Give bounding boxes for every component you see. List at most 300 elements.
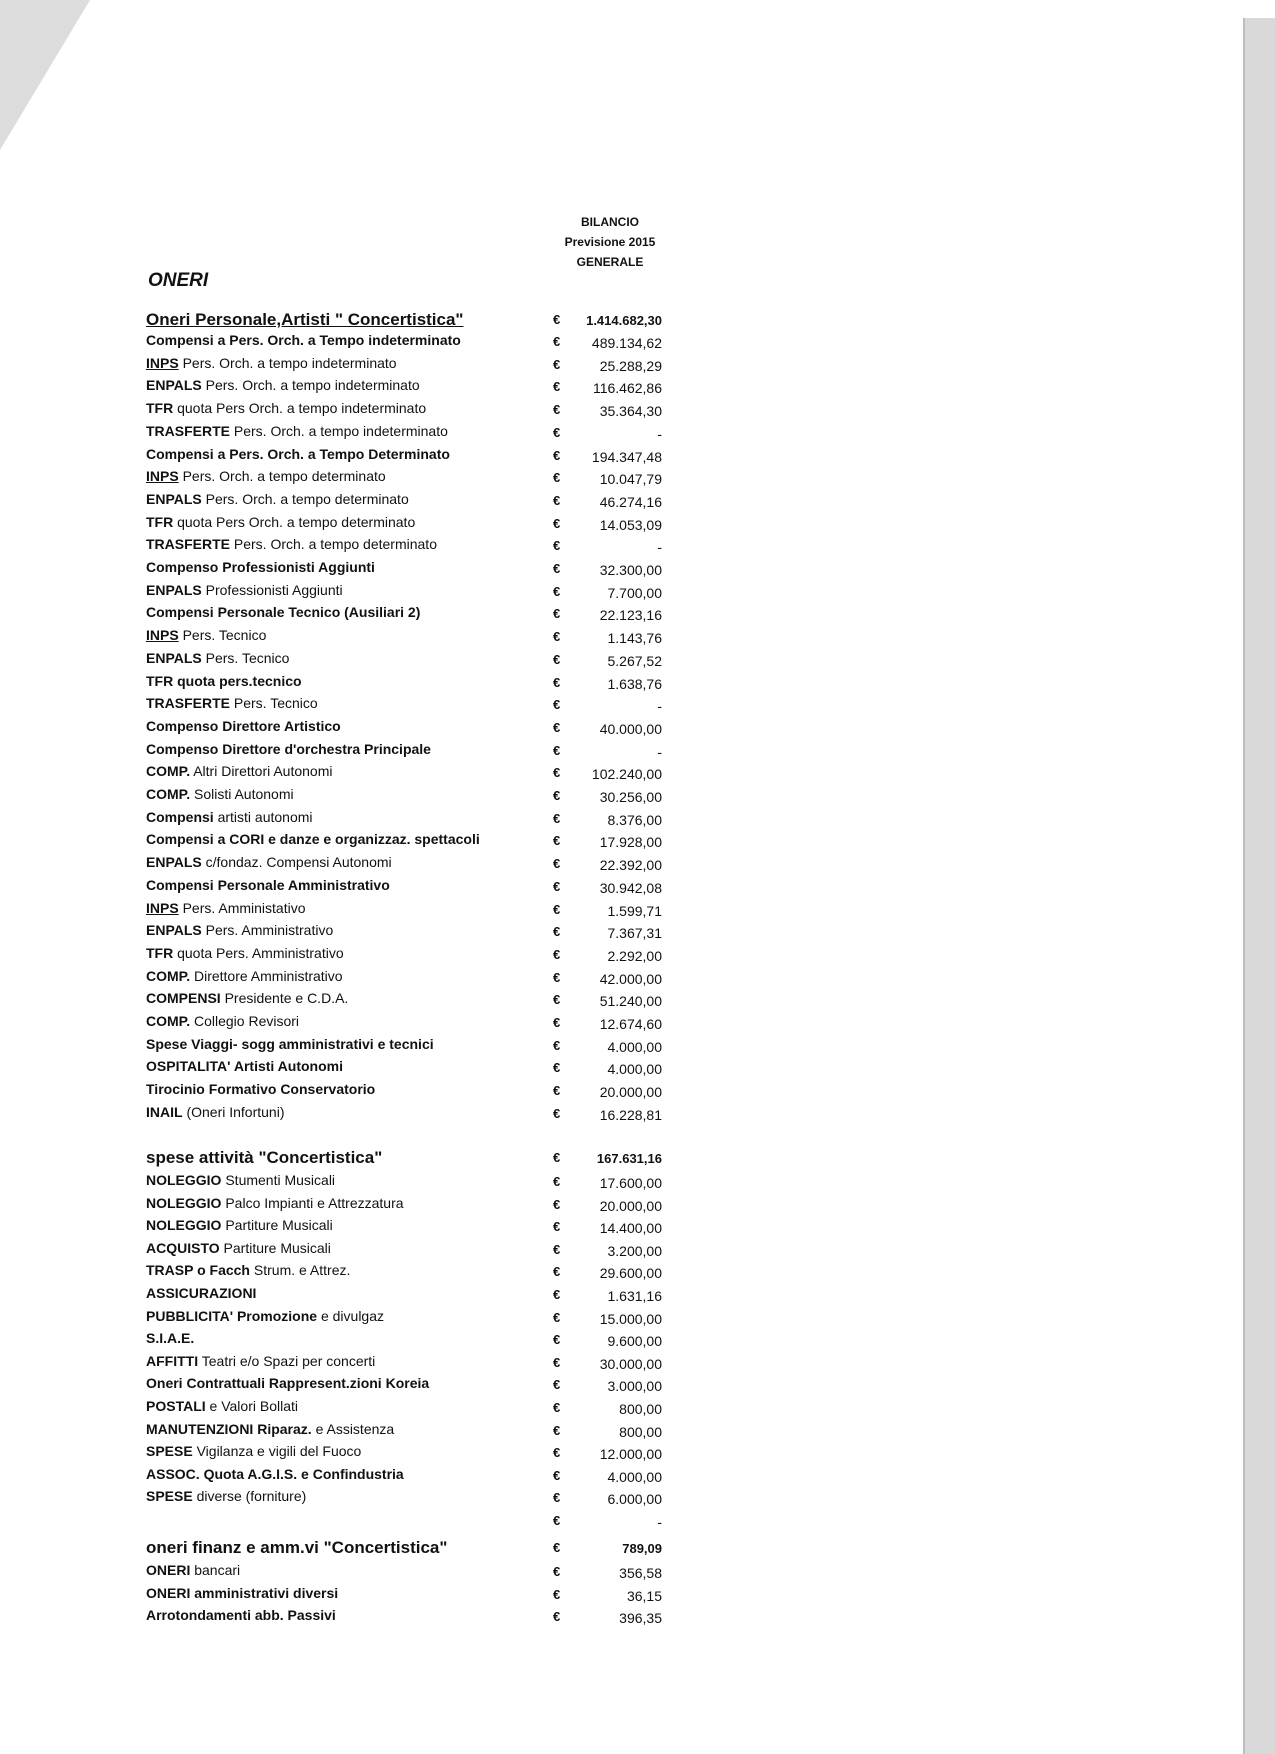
budget-row bbox=[0, 831, 1275, 853]
row-label-rest: e Assistenza bbox=[311, 1420, 395, 1437]
row-amount: 8.376,00 bbox=[607, 811, 662, 828]
euro-symbol: € bbox=[553, 402, 561, 418]
euro-symbol: € bbox=[553, 470, 561, 486]
euro-symbol: € bbox=[553, 1400, 561, 1415]
euro-symbol: € bbox=[553, 878, 561, 894]
row-label-bold: Compensi Personale Amministrativo bbox=[146, 876, 390, 893]
budget-row bbox=[0, 536, 1275, 558]
row-label-rest: Pers. Tecnico bbox=[201, 649, 290, 666]
budget-row bbox=[0, 763, 1275, 785]
row-label-rest: Teatri e/o Spazi per concerti bbox=[198, 1352, 376, 1369]
euro-symbol: € bbox=[553, 492, 561, 508]
row-label bbox=[146, 1104, 285, 1120]
row-amount: 396,35 bbox=[619, 1610, 662, 1627]
euro-symbol: € bbox=[553, 606, 561, 622]
euro-symbol: € bbox=[553, 1196, 561, 1212]
row-label bbox=[146, 945, 344, 961]
row-amount: 15.000,00 bbox=[599, 1310, 662, 1327]
euro-symbol: € bbox=[553, 1264, 561, 1280]
row-label-bold: INPS bbox=[146, 899, 179, 916]
row-amount: 356,58 bbox=[619, 1565, 662, 1581]
row-label bbox=[146, 1217, 333, 1233]
row-label bbox=[146, 1488, 306, 1504]
row-label-bold: TFR bbox=[146, 400, 174, 417]
euro-symbol: € bbox=[553, 1490, 561, 1506]
row-label bbox=[146, 1398, 298, 1414]
row-label-bold: SPESE bbox=[146, 1488, 193, 1505]
row-label-bold: ONERI amministrativi diversi bbox=[146, 1584, 339, 1601]
euro-symbol: € bbox=[553, 1445, 561, 1461]
row-amount: 10.047,79 bbox=[599, 471, 662, 488]
euro-symbol: € bbox=[553, 1219, 561, 1235]
row-label-rest: Stumenti Musicali bbox=[221, 1172, 336, 1188]
row-label-bold: TFR bbox=[146, 944, 174, 961]
row-label-rest: Pers. Orch. a tempo determinato bbox=[230, 536, 437, 553]
row-label-bold: MANUTENZIONI Riparaz. bbox=[146, 1420, 312, 1437]
row-amount: 194.347,48 bbox=[591, 448, 662, 465]
header-line-2: Previsione 2015 bbox=[564, 235, 656, 249]
row-label-bold: Arrotondamenti abb. Passivi bbox=[146, 1607, 336, 1624]
row-label bbox=[146, 650, 289, 666]
budget-row bbox=[0, 1488, 1275, 1510]
row-label-rest: diverse (forniture) bbox=[192, 1488, 307, 1505]
budget-row bbox=[0, 423, 1275, 445]
section-total: 167.631,16 bbox=[596, 1151, 662, 1166]
row-label-bold: S.I.A.E. bbox=[146, 1330, 195, 1347]
euro-symbol: € bbox=[553, 1037, 561, 1053]
euro-symbol: € bbox=[553, 856, 561, 872]
budget-row bbox=[0, 1375, 1275, 1397]
euro-symbol: € bbox=[553, 674, 561, 690]
row-label-rest: Pers. Amministrativo bbox=[201, 922, 334, 939]
euro-symbol: € bbox=[553, 1564, 561, 1579]
row-label-rest: Pers. Orch. a tempo indeterminato bbox=[230, 422, 448, 439]
row-label-bold: TRASP o Facch bbox=[146, 1262, 250, 1279]
euro-symbol: € bbox=[553, 1467, 561, 1483]
row-amount: 2.292,00 bbox=[607, 947, 662, 964]
euro-symbol: € bbox=[553, 1150, 561, 1165]
euro-symbol: € bbox=[553, 1540, 561, 1555]
row-label-bold: ASSOC. Quota A.G.I.S. e Confindustria bbox=[146, 1465, 404, 1482]
euro-symbol: € bbox=[553, 946, 561, 962]
row-label-rest: e divulgaz bbox=[317, 1307, 385, 1324]
budget-row bbox=[0, 990, 1275, 1012]
row-amount: 46.274,16 bbox=[599, 493, 662, 510]
section-total: 1.414.682,30 bbox=[586, 313, 662, 328]
budget-row bbox=[0, 1511, 1275, 1533]
row-amount: 7.367,31 bbox=[607, 925, 662, 942]
row-label-bold: Compensi a Pers. Orch. a Tempo indeterminato bbox=[146, 332, 461, 348]
row-label-bold: SPESE bbox=[146, 1443, 193, 1460]
budget-row bbox=[0, 332, 1275, 354]
row-label-bold: ENPALS bbox=[146, 490, 202, 507]
row-label-bold: TFR bbox=[146, 513, 174, 530]
budget-row bbox=[0, 877, 1275, 899]
row-label-bold: INAIL bbox=[146, 1103, 183, 1120]
row-amount: 35.364,30 bbox=[599, 403, 662, 420]
row-label bbox=[146, 332, 461, 348]
euro-symbol: € bbox=[553, 1422, 561, 1438]
budget-row bbox=[0, 1585, 1275, 1607]
row-label-bold: PUBBLICITA' Promozione bbox=[146, 1307, 318, 1324]
euro-symbol: € bbox=[553, 901, 561, 917]
row-label bbox=[146, 491, 409, 507]
row-label-bold: COMPENSI bbox=[146, 990, 221, 1007]
row-label bbox=[146, 1081, 375, 1097]
budget-row bbox=[0, 650, 1275, 672]
euro-symbol: € bbox=[553, 312, 561, 327]
budget-row bbox=[0, 604, 1275, 626]
row-label-rest: Pers. Orch. a tempo determinato bbox=[201, 490, 409, 507]
euro-symbol: € bbox=[553, 924, 561, 940]
row-amount: 20.000,00 bbox=[599, 1084, 662, 1101]
row-label-rest: Professionisti Aggiunti bbox=[201, 581, 343, 598]
row-label-rest: Pers. Tecnico bbox=[230, 695, 318, 712]
row-label bbox=[146, 786, 294, 802]
row-amount: - bbox=[657, 743, 662, 760]
row-amount: 22.392,00 bbox=[599, 857, 662, 874]
row-amount: 30.942,08 bbox=[599, 879, 662, 896]
row-label-rest: bancari bbox=[190, 1562, 241, 1578]
row-amount: 102.240,00 bbox=[591, 766, 662, 783]
euro-symbol: € bbox=[553, 651, 561, 667]
row-label-rest: Pers. Orch. a tempo indeterminato bbox=[201, 377, 420, 394]
euro-symbol: € bbox=[553, 1513, 561, 1528]
row-amount: 29.600,00 bbox=[599, 1265, 662, 1282]
euro-symbol: € bbox=[553, 379, 561, 395]
row-amount: 22.123,16 bbox=[599, 607, 662, 624]
budget-row bbox=[0, 809, 1275, 831]
row-label bbox=[146, 1443, 361, 1459]
euro-symbol: € bbox=[553, 1609, 561, 1625]
row-amount: 4.000,00 bbox=[607, 1468, 662, 1485]
euro-symbol: € bbox=[553, 583, 561, 599]
row-amount: 116.462,86 bbox=[592, 380, 662, 397]
row-label-bold: ONERI bbox=[146, 1562, 191, 1578]
euro-symbol: € bbox=[553, 424, 561, 440]
row-label-bold: ENPALS bbox=[146, 377, 202, 394]
row-amount: 14.053,09 bbox=[599, 516, 662, 533]
row-label-rest: Solisti Autonomi bbox=[190, 786, 294, 802]
row-label-rest: Partiture Musicali bbox=[219, 1239, 331, 1256]
euro-symbol: € bbox=[553, 788, 561, 803]
column-header bbox=[540, 212, 680, 272]
section-header-row bbox=[0, 1538, 1275, 1560]
row-label bbox=[146, 1562, 240, 1578]
row-label bbox=[146, 446, 450, 462]
row-label-bold: ASSICURAZIONI bbox=[146, 1285, 257, 1301]
budget-row bbox=[0, 1398, 1275, 1420]
row-amount: 51.240,00 bbox=[599, 993, 662, 1010]
header-line-3: GENERALE bbox=[576, 255, 644, 269]
row-label-bold: Spese Viaggi- sogg amministrativi e tecnici bbox=[146, 1035, 434, 1052]
budget-row bbox=[0, 514, 1275, 536]
euro-symbol: € bbox=[553, 1287, 561, 1302]
budget-row bbox=[0, 468, 1275, 490]
budget-row bbox=[0, 1240, 1275, 1262]
section-total: 789,09 bbox=[622, 1541, 662, 1556]
euro-symbol: € bbox=[553, 742, 561, 758]
row-amount: 12.674,60 bbox=[599, 1016, 662, 1032]
row-label bbox=[146, 673, 302, 689]
row-label-rest: Palco Impianti e Attrezzatura bbox=[221, 1194, 404, 1211]
euro-symbol: € bbox=[553, 629, 561, 645]
row-label-bold: TFR quota pers.tecnico bbox=[146, 672, 302, 689]
row-label bbox=[146, 695, 318, 711]
euro-symbol: € bbox=[553, 1309, 561, 1325]
row-label-bold: COMP. bbox=[146, 967, 191, 984]
row-label bbox=[146, 968, 343, 984]
row-amount: 40.000,00 bbox=[599, 720, 662, 737]
budget-row bbox=[0, 400, 1275, 422]
budget-row bbox=[0, 854, 1275, 876]
row-amount: 1.631,16 bbox=[607, 1288, 662, 1304]
row-label bbox=[146, 763, 332, 779]
row-label-bold: COMP. bbox=[146, 763, 191, 780]
row-label-bold: NOLEGGIO bbox=[146, 1194, 222, 1211]
row-amount: 800,00 bbox=[619, 1401, 662, 1417]
row-label-rest: Partiture Musicali bbox=[221, 1217, 333, 1234]
budget-row bbox=[0, 1217, 1275, 1239]
row-label bbox=[146, 1607, 336, 1623]
budget-row bbox=[0, 1607, 1275, 1629]
euro-symbol: € bbox=[553, 1174, 561, 1189]
row-label-bold: INPS bbox=[146, 354, 179, 371]
row-amount: 14.400,00 bbox=[599, 1220, 662, 1237]
row-label-bold: OSPITALITA' Artisti Autonomi bbox=[146, 1058, 343, 1075]
budget-row bbox=[0, 1262, 1275, 1284]
row-amount: 4.000,00 bbox=[607, 1061, 662, 1078]
euro-symbol: € bbox=[553, 1105, 561, 1121]
budget-row bbox=[0, 446, 1275, 468]
euro-symbol: € bbox=[553, 765, 561, 781]
row-amount: 1.599,71 bbox=[607, 902, 662, 919]
row-label-bold: Compenso Direttore Artistico bbox=[146, 717, 341, 734]
budget-row bbox=[0, 1466, 1275, 1488]
row-amount: 30.000,00 bbox=[599, 1355, 662, 1372]
row-label bbox=[146, 1353, 375, 1369]
header-line-1: BILANCIO bbox=[581, 215, 639, 229]
row-amount: 6.000,00 bbox=[607, 1491, 662, 1508]
row-label-rest: c/fondaz. Compensi Autonomi bbox=[201, 854, 392, 871]
row-label bbox=[146, 922, 333, 938]
row-amount: 42.000,00 bbox=[599, 970, 662, 987]
budget-row bbox=[0, 1353, 1275, 1375]
row-label bbox=[146, 1585, 338, 1601]
row-label bbox=[146, 627, 266, 643]
row-label-rest: quota Pers. Amministrativo bbox=[173, 944, 344, 961]
row-amount: 3.200,00 bbox=[607, 1242, 662, 1259]
euro-symbol: € bbox=[553, 992, 561, 1008]
row-label bbox=[146, 423, 448, 439]
row-amount: 17.600,00 bbox=[599, 1175, 662, 1191]
row-label-rest: Collegio Revisori bbox=[190, 1013, 300, 1029]
row-label bbox=[146, 809, 313, 825]
row-label-bold: ACQUISTO bbox=[146, 1239, 220, 1256]
row-label-rest: Pers. Tecnico bbox=[178, 627, 267, 644]
row-label bbox=[146, 854, 392, 870]
row-amount: 489.134,62 bbox=[591, 335, 662, 351]
row-amount: 25.288,29 bbox=[599, 357, 662, 374]
row-label bbox=[146, 741, 431, 757]
section-header-row bbox=[0, 310, 1275, 332]
row-label bbox=[146, 582, 343, 598]
row-label bbox=[146, 1285, 256, 1301]
row-label-bold: NOLEGGIO bbox=[146, 1172, 222, 1188]
row-label bbox=[146, 877, 390, 893]
budget-row bbox=[0, 377, 1275, 399]
budget-row bbox=[0, 968, 1275, 990]
euro-symbol: € bbox=[553, 1015, 561, 1030]
row-label bbox=[146, 900, 306, 916]
row-label bbox=[146, 468, 386, 484]
row-label bbox=[146, 1195, 404, 1211]
row-amount: 9.600,00 bbox=[607, 1333, 662, 1350]
euro-symbol: € bbox=[553, 697, 561, 713]
row-label bbox=[146, 536, 437, 552]
row-label-bold: TRASFERTE bbox=[146, 695, 230, 712]
euro-symbol: € bbox=[553, 719, 561, 735]
row-label-bold: ENPALS bbox=[146, 922, 202, 939]
row-label bbox=[146, 1330, 194, 1346]
row-label-bold: COMP. bbox=[146, 786, 191, 802]
section-header-row bbox=[0, 1148, 1275, 1170]
euro-symbol: € bbox=[553, 1060, 561, 1076]
row-label-bold: Compenso Direttore d'orchestra Principale bbox=[146, 740, 431, 757]
euro-symbol: € bbox=[553, 334, 561, 349]
row-label-bold: TRASFERTE bbox=[146, 536, 230, 553]
budget-row bbox=[0, 1104, 1275, 1126]
budget-row bbox=[0, 1285, 1275, 1307]
row-label-bold: COMP. bbox=[146, 1013, 191, 1029]
budget-row bbox=[0, 900, 1275, 922]
row-label-bold: Compensi a CORI e danze e organizzaz. spettacoli bbox=[146, 831, 480, 848]
budget-row bbox=[0, 718, 1275, 740]
row-label-bold: Compensi Personale Tecnico (Ausiliari 2) bbox=[146, 604, 421, 621]
row-amount: 20.000,00 bbox=[599, 1197, 662, 1214]
budget-row bbox=[0, 491, 1275, 513]
row-label-rest: quota Pers Orch. a tempo determinato bbox=[173, 513, 416, 530]
row-label-rest: quota Pers Orch. a tempo indeterminato bbox=[173, 400, 427, 417]
row-amount: 5.267,52 bbox=[607, 652, 662, 669]
euro-symbol: € bbox=[553, 538, 561, 554]
row-label-rest: Presidente e C.D.A. bbox=[220, 990, 349, 1007]
budget-row bbox=[0, 582, 1275, 604]
row-label-rest: Pers. Orch. a tempo indeterminato bbox=[178, 354, 397, 371]
row-amount: 32.300,00 bbox=[599, 562, 662, 578]
row-label bbox=[146, 400, 426, 416]
row-label bbox=[146, 1421, 394, 1437]
row-amount: 16.228,81 bbox=[599, 1106, 662, 1123]
row-label-rest: Vigilanza e vigili del Fuoco bbox=[192, 1443, 362, 1460]
budget-row bbox=[0, 355, 1275, 377]
budget-row bbox=[0, 1195, 1275, 1217]
row-amount: - bbox=[657, 698, 662, 715]
row-label bbox=[146, 514, 415, 530]
row-label-rest: Direttore Amministrativo bbox=[190, 967, 343, 984]
euro-symbol: € bbox=[553, 561, 561, 576]
budget-row bbox=[0, 1562, 1275, 1584]
row-label bbox=[146, 718, 341, 734]
row-label bbox=[146, 377, 420, 393]
euro-symbol: € bbox=[553, 515, 561, 531]
row-label-rest: Pers. Orch. a tempo determinato bbox=[178, 468, 386, 485]
budget-row bbox=[0, 1330, 1275, 1352]
section-title: spese attività "Concertistica" bbox=[146, 1148, 383, 1167]
budget-row bbox=[0, 945, 1275, 967]
budget-row bbox=[0, 1036, 1275, 1058]
row-amount: 36,15 bbox=[626, 1587, 662, 1604]
row-label-bold: ENPALS bbox=[146, 649, 202, 666]
budget-row bbox=[0, 673, 1275, 695]
row-label-bold: INPS bbox=[146, 627, 179, 644]
euro-symbol: € bbox=[553, 810, 561, 826]
row-label-bold: POSTALI bbox=[146, 1398, 206, 1414]
row-label-rest: Altri Direttori Autonomi bbox=[190, 763, 333, 780]
row-label-bold: Compensi bbox=[146, 808, 214, 825]
row-amount: - bbox=[657, 1514, 662, 1530]
row-label-bold: NOLEGGIO bbox=[146, 1217, 222, 1234]
row-amount: 4.000,00 bbox=[607, 1038, 662, 1055]
budget-row bbox=[0, 627, 1275, 649]
budget-row bbox=[0, 786, 1275, 808]
row-label bbox=[146, 604, 420, 620]
row-label-bold: TRASFERTE bbox=[146, 422, 230, 439]
row-label bbox=[146, 831, 480, 847]
row-amount: 1.638,76 bbox=[607, 675, 662, 692]
row-label-rest: (Oneri Infortuni) bbox=[182, 1103, 285, 1120]
budget-row bbox=[0, 1308, 1275, 1330]
row-label bbox=[146, 1308, 384, 1324]
budget-row bbox=[0, 559, 1275, 581]
row-label-bold: AFFITTI bbox=[146, 1352, 199, 1369]
budget-row bbox=[0, 1013, 1275, 1035]
row-amount: - bbox=[657, 539, 662, 556]
row-label-rest: Strum. e Attrez. bbox=[250, 1262, 351, 1279]
row-label-rest: artisti autonomi bbox=[213, 808, 313, 825]
euro-symbol: € bbox=[553, 1377, 561, 1393]
row-label bbox=[146, 1262, 350, 1278]
row-amount: - bbox=[657, 425, 662, 442]
budget-row bbox=[0, 695, 1275, 717]
row-label bbox=[146, 1466, 404, 1482]
euro-symbol: € bbox=[553, 969, 561, 985]
budget-row bbox=[0, 1058, 1275, 1080]
row-label bbox=[146, 355, 397, 371]
budget-row bbox=[0, 1172, 1275, 1194]
euro-symbol: € bbox=[553, 1241, 561, 1257]
row-label bbox=[146, 1036, 434, 1052]
budget-row bbox=[0, 1421, 1275, 1443]
row-label bbox=[146, 1240, 331, 1256]
row-amount: 800,00 bbox=[619, 1423, 662, 1440]
row-label bbox=[146, 1058, 343, 1074]
budget-row bbox=[0, 1443, 1275, 1465]
row-amount: 1.143,76 bbox=[607, 630, 662, 647]
row-label-rest: e Valori Bollati bbox=[205, 1398, 298, 1414]
row-label-rest: Pers. Amministativo bbox=[178, 899, 306, 916]
row-label bbox=[146, 990, 348, 1006]
row-amount: 17.928,00 bbox=[599, 834, 662, 851]
row-label-bold: Compensi a Pers. Orch. a Tempo Determinato bbox=[146, 445, 450, 462]
row-label bbox=[146, 559, 375, 575]
euro-symbol: € bbox=[553, 833, 561, 849]
row-label-bold: ENPALS bbox=[146, 581, 202, 598]
row-label-bold: Tirocinio Formativo Conservatorio bbox=[146, 1081, 376, 1098]
budget-row bbox=[0, 1081, 1275, 1103]
euro-symbol: € bbox=[553, 1586, 561, 1602]
section-title: oneri finanz e amm.vi "Concertistica" bbox=[146, 1538, 448, 1557]
